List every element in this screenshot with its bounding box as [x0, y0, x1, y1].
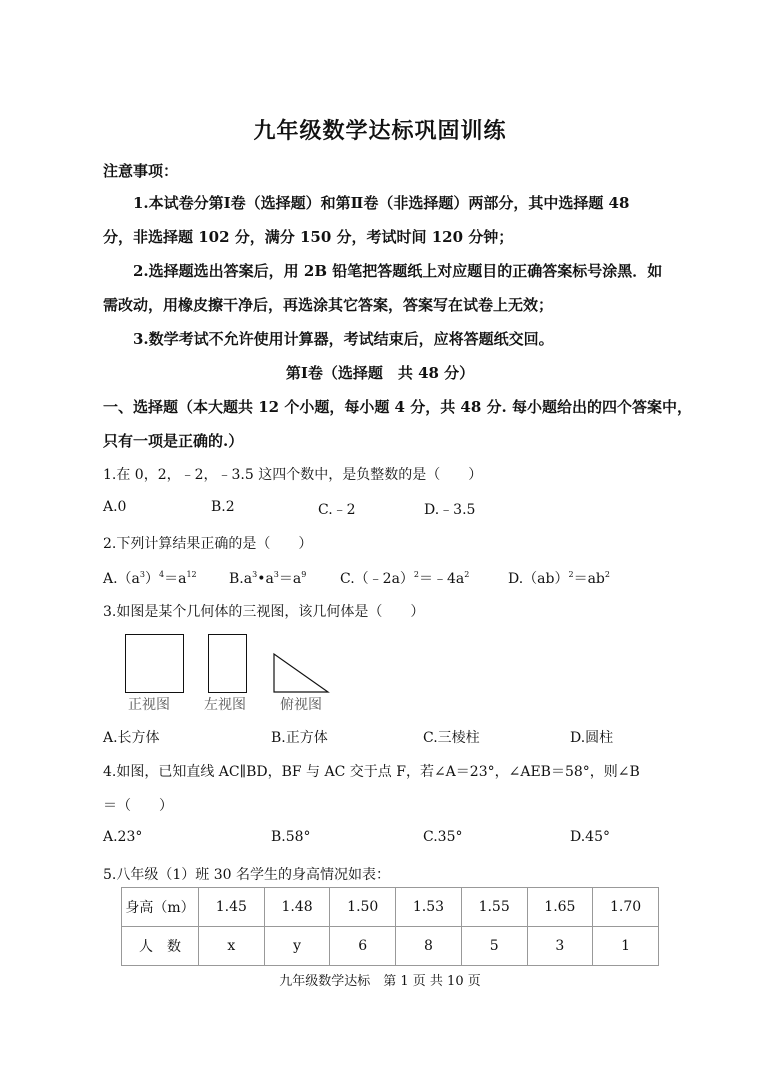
question-2-option-b: $B.a^3•a^3=a^9$ [229, 570, 307, 587]
part1-instructions-line-1: 一、选择题（本大题共 12 个小题，每小题 4 分，共 48 分. 每小题给出的四个答案中， [103, 398, 692, 416]
question-2-option-c: $C.(﹣2a)^2=﹣4a^2$ [340, 570, 470, 587]
question-1-option-a: A.0 [103, 499, 127, 515]
question-4-option-b: B.58° [271, 829, 311, 845]
page-title: 九年级数学达标巩固训练 [253, 118, 507, 144]
table-cell: 1.70 [593, 888, 659, 927]
question-3-option-a: A.长方体 [103, 730, 160, 746]
question-3-option-b: B.正方体 [271, 730, 328, 746]
table-cell: 1.65 [527, 888, 593, 927]
table-cell: 6 [330, 927, 396, 966]
question-4-stem-line-2: ＝（ ） [103, 798, 173, 814]
table-cell: 1 [593, 927, 659, 966]
page-footer: 九年级数学达标 第 1 页 共 10 页 [279, 974, 481, 989]
part1-instructions-line-2: 只有一项是正确的.） [103, 432, 244, 450]
question-2-stem: 2.下列计算结果正确的是（ ） [103, 536, 313, 552]
notice-item-2-line-2: 需改动，用橡皮擦干净后，再选涂其它答案，答案写在试卷上无效； [103, 296, 554, 314]
question-3-option-c: C.三棱柱 [423, 730, 480, 746]
question-1-option-b: B.2 [211, 499, 235, 515]
front-view-square [125, 634, 184, 693]
table-row [122, 888, 659, 927]
top-view-label: 俯视图 [280, 697, 322, 713]
table-header-count: 人 数 [122, 927, 199, 966]
table-header-height: 身高（m） [122, 888, 199, 927]
question-3-stem: 3.如图是某个几何体的三视图，该几何体是（ ） [103, 604, 425, 620]
table-cell: x [199, 927, 265, 966]
question-4-option-a: A.23° [103, 829, 143, 845]
question-4-option-d: D.45° [570, 829, 610, 845]
table-cell: 5 [461, 927, 527, 966]
question-2-option-a: $A.(a^3)^4=a^{12}$ [103, 570, 197, 587]
notice-item-1-line-1: 1.本试卷分第Ⅰ卷（选择题）和第Ⅱ卷（非选择题）两部分，其中选择题 48 [133, 194, 630, 212]
question-1-option-d: D.﹣3.5 [424, 502, 476, 518]
table-cell: 3 [527, 927, 593, 966]
table-cell: 1.48 [264, 888, 330, 927]
left-view-label: 左视图 [204, 697, 246, 713]
question-4-option-c: C.35° [423, 829, 463, 845]
table-cell: 1.50 [330, 888, 396, 927]
table-row [122, 927, 659, 966]
question-1-stem: 1.在 0，2，﹣2，﹣3.5 这四个数中，是负整数的是（ ） [103, 467, 483, 483]
section-title: 第Ⅰ卷（选择题 共 48 分） [285, 364, 475, 382]
question-2-option-d: $D.(ab)^2=ab^2$ [508, 570, 610, 587]
notice-item-2-line-1: 2.选择题选出答案后，用 2B 铅笔把答题纸上对应题目的正确答案标号涂黑．如 [133, 262, 663, 280]
left-view-rectangle [208, 634, 247, 693]
notice-item-3: 3.数学考试不允许使用计算器，考试结束后，应将答题纸交回。 [133, 330, 554, 348]
table-cell: 1.53 [396, 888, 462, 927]
notice-item-1-line-2: 分，非选择题 102 分，满分 150 分，考试时间 120 分钟； [103, 228, 514, 246]
notice-heading: 注意事项： [103, 162, 179, 180]
question-4-stem-line-1: 4.如图，已知直线 AC∥BD，BF 与 AC 交于点 F，若∠A＝23°，∠AEB＝58°，则∠B [103, 764, 640, 780]
question-1-option-c: C.﹣2 [318, 502, 356, 518]
question-3-option-d: D.圆柱 [570, 730, 614, 746]
table-cell: 1.45 [199, 888, 265, 927]
table-cell: 8 [396, 927, 462, 966]
height-table [121, 887, 659, 966]
table-cell: 1.55 [461, 888, 527, 927]
top-view-triangle [272, 652, 330, 694]
table-cell: y [264, 927, 330, 966]
question-5-stem: 5.八年级（1）班 30 名学生的身高情况如表： [103, 867, 390, 883]
front-view-label: 正视图 [128, 697, 170, 713]
